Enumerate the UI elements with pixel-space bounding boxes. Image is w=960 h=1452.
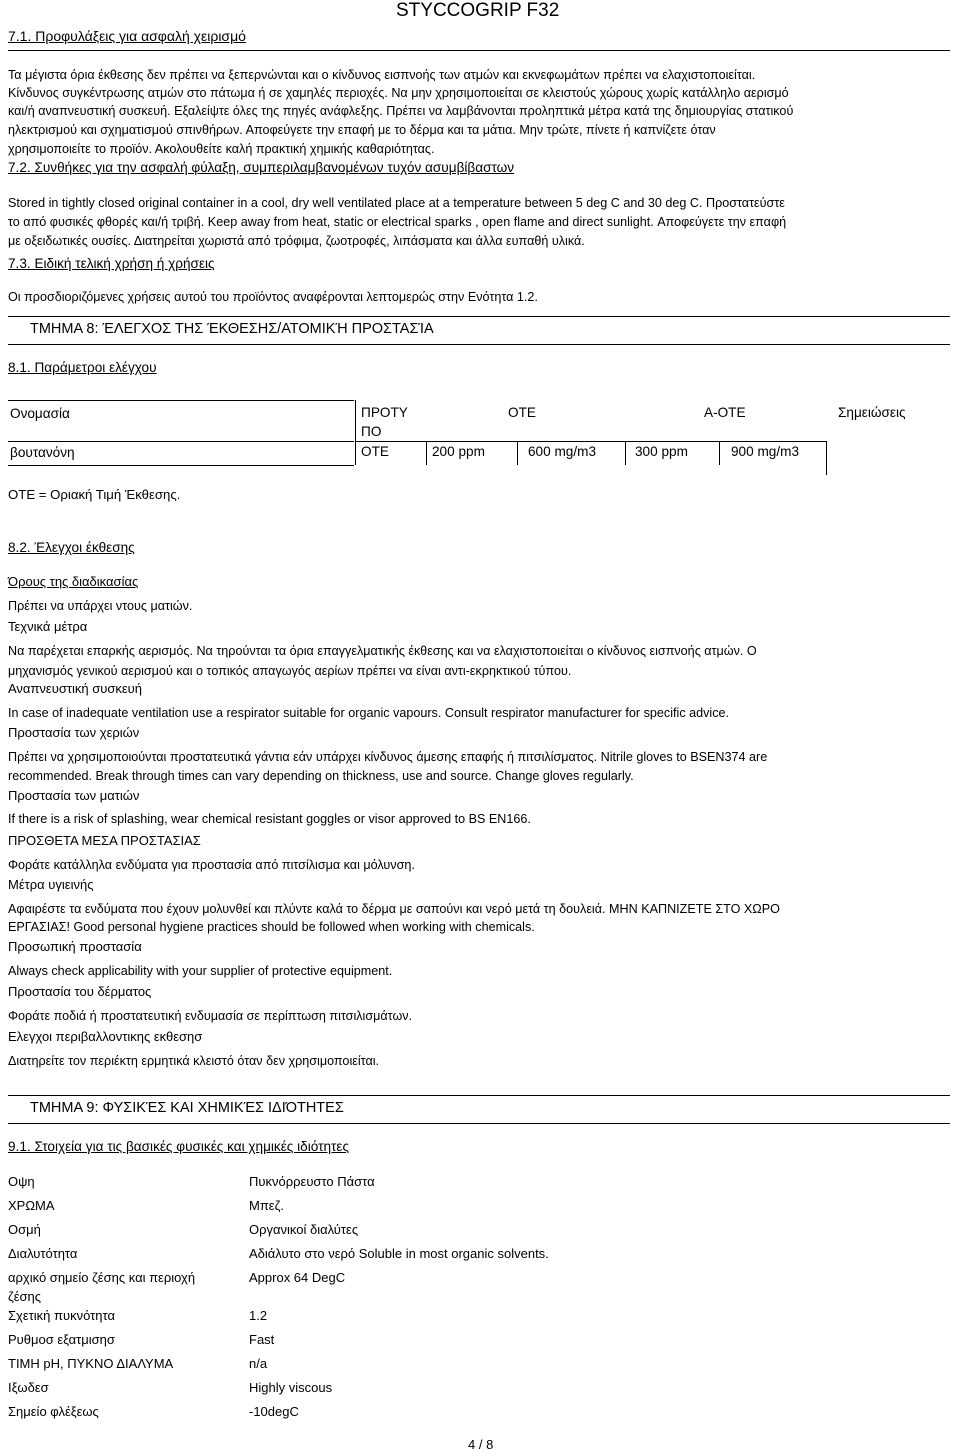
label-environmental-controls: Ελεγχοι περιβαλλοντικης εκθεσησ [8, 1029, 203, 1044]
prop-label-appearance: Οψη [8, 1174, 35, 1189]
th-a-ote: Α-ΟΤΕ [704, 405, 746, 420]
prop-value-evaporation-rate: Fast [249, 1332, 275, 1347]
product-name: STYCCOGRIP F32 [396, 0, 560, 21]
prop-value-relative-density: 1.2 [249, 1308, 268, 1323]
th-standard-line1: ΠΡΟΤΥ [361, 405, 408, 420]
td-name: βουτανόνη [10, 445, 75, 460]
s71-line-2: και/ή αναπνευστική συσκευή. Εξαλείψτε όλες της πηγές ανάφλεξης. Πρέπει να λαμβάνονται προληπτικά μέτρα κατά της δημιουργίας στατικού [8, 104, 794, 118]
section-9-title: ΤΜΗΜΑ 9: ΦΥΣΙΚΈΣ ΚΑΙ ΧΗΜΙΚΈΣ ΙΔΙΌΤΗΤΕΣ [30, 1100, 344, 1116]
td-aote-mg: 900 mg/m3 [731, 444, 800, 459]
text-hand-protection-0: Πρέπει να χρησιμοποιούνται προστατευτικά γάντια εάν υπάρχει κίνδυνος άμεσης επαφής ή πιτσιλίσματος. Nitrile gloves to BSEN374 are [8, 750, 768, 764]
label-personal-protection: Προσωπική προστασία [8, 939, 142, 954]
section-heading-8-1: 8.1. Παράμετροι ελέγχου [8, 360, 157, 375]
s73-text: Οι προσδιοριζόμενες χρήσεις αυτού του προϊόντος αναφέρονται λεπτομερώς στην Ενότητα 1.2. [8, 290, 538, 304]
section-8-bar [8, 316, 950, 345]
section-heading-8-2: 8.2. Έλεγχοι έκθεσης [8, 540, 135, 555]
s72-line-0: Stored in tightly closed original container in a cool, dry well ventilated place at a temperature between 5 deg C and 30 deg C. Προστατεύστε [8, 196, 785, 210]
prop-value-odour: Οργανικοί διαλύτες [249, 1222, 359, 1237]
label-additional-protection: ΠΡΟΣΘΕΤΑ ΜΕΣΑ ΠΡΟΣΤΑΣΙΑΣ [8, 833, 201, 848]
section-9-bar [8, 1095, 950, 1124]
s71-line-1: Κίνδυνος συγκέντρωσης ατμών στο πάτωμα ή σε χαμηλές περιοχές. Να μην χρησιμοποιείται σε κλειστούς χώρους χωρίς κατάλληλο αερισμό [8, 86, 789, 100]
prop-label-solubility: Διαλυτότητα [8, 1246, 78, 1261]
prop-label-colour: ΧΡΩΜΑ [8, 1198, 55, 1213]
prop-label-ph: ΤΙΜΗ pH, ΠΥΚΝΟ ΔΙΑΛΥΜΑ [8, 1356, 174, 1371]
s72-line-1: το από φυσικές φθορές και/ή τριβή. Keep away from heat, static or electrical sparks , open flame and direct sunlight. Αποφεύγετε την επαφή [8, 215, 787, 229]
text-personal-protection-0: Always check applicability with your supplier of protective equipment. [8, 964, 393, 978]
prop-label-relative-density: Σχετική πυκνότητα [8, 1308, 115, 1323]
prop-label-evaporation-rate: Ρυθμοσ εξατμισησ [8, 1332, 115, 1347]
text-technical-measures-1: μηχανισμός γενικού αερισμού και ο τοπικός απαγωγός αερίων πρέπει να είναι αντι-εκρηκτικού τύπου. [8, 664, 572, 678]
prop-value-solubility: Αδιάλυτο στο νερό Soluble in most organic solvents. [249, 1246, 549, 1261]
label-hand-protection: Προστασία των χεριών [8, 725, 140, 740]
td-aote-ppm: 300 ppm [635, 444, 688, 459]
td-standard: ΟΤΕ [361, 444, 389, 459]
text-hygiene-0: Αφαιρέστε τα ενδύματα που έχουν μολυνθεί και πλύντε καλά το δέρμα με σαπούνι και νερό μετά τη δουλειά. ΜΗΝ ΚΑΠΝΙΖΕΤΕ ΣΤΟ ΧΩΡΟ [8, 902, 780, 916]
section-8-title: ΤΜΗΜΑ 8: ΈΛΕΓΧΟΣ ΤΗΣ ΈΚΘΕΣΗΣ/ΑΤΟΜΙΚΉ ΠΡΟΣΤΑΣΊΑ [30, 321, 434, 337]
label-hygiene: Μέτρα υγιεινής [8, 877, 94, 892]
header-divider [8, 50, 950, 51]
label-respiratory: Αναπνευστική συσκευή [8, 681, 143, 696]
label-skin-protection: Προστασία του δέρματος [8, 984, 152, 999]
prop-value-flash-point: -10degC [249, 1404, 299, 1419]
prop-label-boiling-point: αρχικό σημείο ζέσης και περιοχή [8, 1270, 196, 1285]
label-process-conditions: Όρους της διαδικασίας [8, 574, 139, 589]
text-respiratory-0: In case of inadequate ventilation use a respirator suitable for organic vapours. Consult respirator manufacturer for specific advice. [8, 706, 730, 720]
text-eye-protection-0: If there is a risk of splashing, wear chemical resistant goggles or visor approved to BS EN166. [8, 812, 531, 826]
th-standard-line2: ΠΟ [361, 424, 382, 439]
s71-line-4: χρησιμοποιείτε το προϊόν. Ακολουθείτε καλή πρακτική χημικής καθαριότητας. [8, 142, 435, 156]
prop-value-appearance: Πυκνόρρευστο Πάστα [249, 1174, 375, 1189]
s72-line-2: με οξειδωτικές ουσίες. Διατηρείται χωριστά από τρόφιμα, ζωοτροφές, λιπάσματα και άλλα ευπαθή υλικά. [8, 234, 585, 248]
label-eye-protection: Προστασία των ματιών [8, 788, 140, 803]
prop-label-boiling-point-line2: ζέσης [8, 1289, 42, 1304]
s71-line-0: Τα μέγιστα όρια έκθεσης δεν πρέπει να ξεπερνώνται και ο κίνδυνος εισπνοής των ατμών και εκνεφωμάτων πρέπει να ελαχιστοποιείται. [8, 68, 756, 82]
prop-label-odour: Οσμή [8, 1222, 41, 1237]
td-ote-ppm: 200 ppm [432, 444, 485, 459]
td-ote-mg: 600 mg/m3 [528, 444, 597, 459]
section-heading-9-1: 9.1. Στοιχεία για τις βασικές φυσικές και χημικές ιδιότητες [8, 1139, 350, 1154]
prop-value-boiling-point: Approx 64 DegC [249, 1270, 346, 1285]
text-hygiene-1: ΕΡΓΑΣΙΑΣ! Good personal hygiene practices should be followed when working with chemicals. [8, 920, 535, 934]
th-notes: Σημειώσεις [838, 405, 906, 420]
ote-footnote: ΟΤΕ = Οριακή Τιμή Έκθεσης. [8, 487, 181, 502]
th-ote: ΟΤΕ [508, 405, 536, 420]
text-environmental-controls-0: Διατηρείτε τον περιέκτη ερμητικά κλειστό όταν δεν χρησιμοποιείται. [8, 1054, 380, 1068]
section-heading-7-2: 7.2. Συνθήκες για την ασφαλή φύλαξη, συμπεριλαμβανομένων τυχόν ασυμβίβαστων [8, 160, 515, 175]
text-skin-protection-0: Φοράτε ποδιά ή προστατευτική ενδυμασία σε περίπτωση πιτσιλισμάτων. [8, 1009, 413, 1023]
page-number: 4 / 8 [468, 1437, 494, 1452]
th-name: Ονομασία [10, 406, 70, 421]
prop-value-ph: n/a [249, 1356, 268, 1371]
text-technical-measures-0: Να παρέχεται επαρκής αερισμός. Να τηρούνται τα όρια επαγγελματικής έκθεσης και να ελαχιστοποιείται ο κίνδυνος εισπνοής ατμών. Ο [8, 644, 757, 658]
text-process-conditions-0: Πρέπει να υπάρχει ντους ματιών. [8, 599, 193, 613]
label-technical-measures: Τεχνικά μέτρα [8, 619, 88, 634]
text-additional-protection-0: Φοράτε κατάλληλα ενδύματα για προστασία από πιτσίλισμα και μόλυνση. [8, 858, 415, 872]
section-heading-7-3: 7.3. Ειδική τελική χρήση ή χρήσεις [8, 256, 215, 271]
s71-line-3: ηλεκτρισμού και σχηματισμού σπινθήρων. Αποφεύγετε την επαφή με το δέρμα και τα μάτια. Μην τρώτε, πίνετε ή καπνίζετε όταν [8, 123, 716, 137]
prop-value-colour: Μπεζ. [249, 1198, 284, 1213]
section-heading-7-1: 7.1. Προφυλάξεις για ασφαλή χειρισμό [8, 28, 246, 44]
prop-value-viscosity: Highly viscous [249, 1380, 333, 1395]
text-hand-protection-1: recommended. Break through times can vary depending on thickness, use and source. Change gloves regularly. [8, 769, 634, 783]
prop-label-viscosity: Ιξωδεσ [8, 1380, 49, 1395]
prop-label-flash-point: Σημείο φλέξεως [8, 1404, 99, 1419]
